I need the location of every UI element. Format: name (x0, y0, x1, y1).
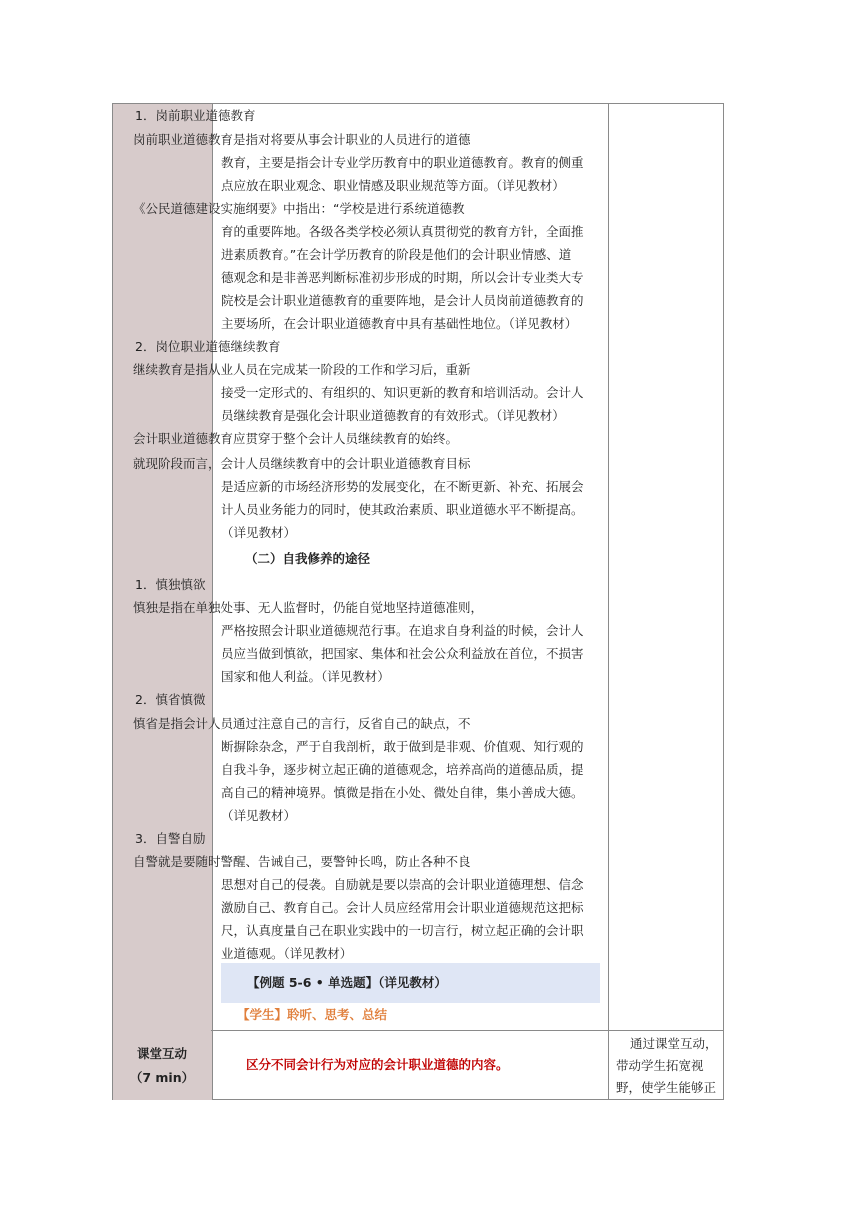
paragraph-line: 《公民道德建设实施纲要》中指出：“学校是进行系统道德教 (133, 201, 465, 216)
heading-shendu: 1．慎独慎欲 (135, 577, 206, 592)
paragraph-line: 严格按照会计职业道德规范行事。在追求自身利益的时候，会计人 (221, 623, 584, 638)
paragraph-line: 德观念和是非善恶判断标准初步形成的时期，所以会计专业类大专 (221, 270, 584, 285)
interaction-label: 课堂互动 (136, 1046, 187, 1061)
paragraph-line: 断摒除杂念，严于自我剖析，敢于做到是非观、价值观、知行观的 (221, 739, 584, 754)
heading-shenxing: 2．慎省慎微 (135, 692, 206, 707)
paragraph-line: 育的重要阵地。各级各类学校必须认真贯彻党的教育方针，全面推 (221, 224, 584, 239)
note-line: 通过课堂互动， (630, 1036, 718, 1051)
paragraph-line: 主要场所，在会计职业道德教育中具有基础性地位。（详见教材） (221, 316, 578, 331)
paragraph-line: 继续教育是指从业人员在完成某一阶段的工作和学习后，重新 (133, 362, 471, 377)
paragraph-line: 员应当做到慎欲，把国家、集体和社会公众利益放在首位，不损害 (221, 646, 584, 661)
heading-zijing: 3．自警自励 (135, 831, 206, 846)
paragraph-line: 慎独是指在单独处事、无人监督时，仍能自觉地坚持道德准则， (133, 600, 484, 615)
paragraph-line: 接受一定形式的、有组织的、知识更新的教育和培训活动。会计人 (221, 385, 584, 400)
student-activity: 【学生】聆听、思考、总结 (237, 1007, 388, 1022)
note-line: 带动学生拓宽视 (616, 1058, 704, 1073)
paragraph-line: 业道德观。（详见教材） (221, 946, 353, 961)
paragraph-line: （详见教材） (221, 525, 297, 540)
heading-inservice: 2．岗位职业道德继续教育 (135, 339, 281, 354)
section-heading-self-cultivation: （二）自我修养的途径 (245, 551, 371, 566)
paragraph-line: 就现阶段而言，会计人员继续教育中的会计职业道德教育目标 (133, 456, 471, 471)
paragraph-line: 激励自己、教育自己。会计人员应经常用会计职业道德规范这把标 (221, 900, 584, 915)
interaction-duration: （7 min） (129, 1070, 195, 1085)
paragraph-line: 岗前职业道德教育是指对将要从事会计职业的人员进行的道德 (133, 132, 471, 147)
paragraph-line: 慎省是指会计人员通过注意自己的言行，反省自己的缺点，不 (133, 716, 471, 731)
paragraph-line: 国家和他人利益。（详见教材） (221, 669, 390, 684)
paragraph-line: 院校是会计职业道德教育的重要阵地，是会计人员岗前道德教育的 (221, 293, 584, 308)
heading-preservice: 1．岗前职业道德教育 (135, 108, 256, 123)
paragraph-line: 教育，主要是指会计专业学历教育中的职业道德教育。教育的侧重 (221, 155, 584, 170)
paragraph-line: 计人员业务能力的同时，使其政治素质、职业道德水平不断提高。 (221, 502, 584, 517)
paragraph-line: 会计职业道德教育应贯穿于整个会计人员继续教育的始终。 (133, 431, 459, 446)
paragraph-line: 点应放在职业观念、职业情感及职业规范等方面。（详见教材） (221, 178, 565, 193)
interaction-label-cell (113, 1030, 211, 1099)
paragraph-line: 思想对自己的侵袭。自励就是要以崇高的会计职业道德理想、信念 (221, 877, 584, 892)
paragraph-line: 自我斗争，逐步树立起正确的道德观念，培养高尚的道德品质，提 (221, 762, 584, 777)
paragraph-line: 尺，认真度量自己在职业实践中的一切言行，树立起正确的会计职 (221, 923, 584, 938)
paragraph-line: 是适应新的市场经济形势的发展变化，在不断更新、补充、拓展会 (221, 479, 584, 494)
column-divider-right (608, 104, 609, 1099)
example-label: 【例题 5-6 • 单选题】（详见教材） (247, 975, 447, 990)
note-line: 野，使学生能够正 (616, 1080, 717, 1095)
paragraph-line: 自警就是要随时警醒、告诫自己，要警钟长鸣，防止各种不良 (133, 854, 471, 869)
interaction-task: 区分不同会计行为对应的会计职业道德的内容。 (246, 1057, 509, 1072)
paragraph-line: 高自己的精神境界。慎微是指在小处、微处自律，集小善成大德。 (221, 785, 584, 800)
paragraph-line: 进素质教育。”在会计学历教育的阶段是他们的会计职业情感、道 (221, 247, 572, 262)
paragraph-line: （详见教材） (221, 808, 297, 823)
paragraph-line: 员继续教育是强化会计职业道德教育的有效形式。（详见教材） (221, 408, 565, 423)
